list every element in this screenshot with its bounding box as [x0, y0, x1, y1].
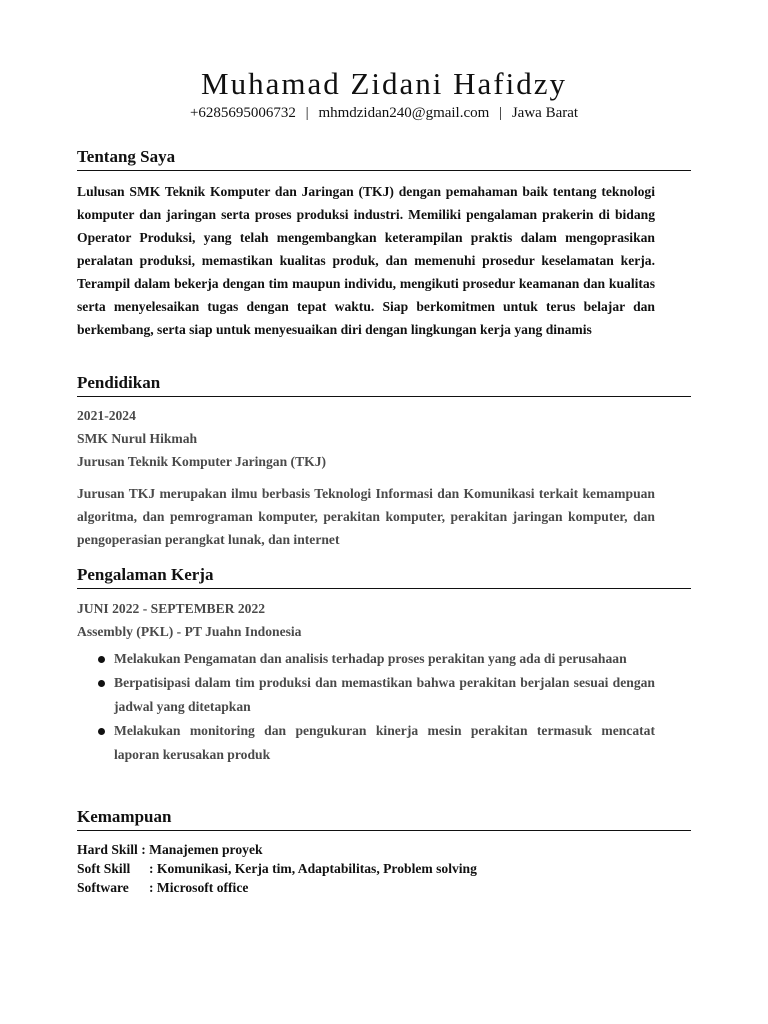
- hard-skill-value: Manajemen proyek: [149, 842, 263, 857]
- experience-period: JUNI 2022 - SEPTEMBER 2022: [77, 601, 266, 616]
- contact-separator: |: [305, 105, 309, 121]
- about-title: Tentang Saya: [77, 146, 691, 171]
- education-period: 2021-2024: [77, 408, 136, 423]
- soft-skill-row: [77, 859, 691, 878]
- experience-section: [77, 564, 691, 767]
- contact-line: [0, 103, 768, 123]
- email-address: mhmdzidan240@gmail.com: [318, 105, 490, 121]
- bullet-dot-icon: [98, 728, 105, 735]
- software-value: : Microsoft office: [149, 880, 249, 895]
- skills-title: Kemampuan: [77, 806, 691, 831]
- experience-bullet-text: Berpatisipasi dalam tim produksi dan memastikan bahwa perakitan berjalan sesuai dengan jadwal yang ditetapkan: [114, 675, 655, 714]
- software-label: Software: [77, 880, 129, 895]
- education-content: [77, 404, 691, 551]
- contact-separator: |: [499, 105, 503, 121]
- experience-bullet: [77, 647, 655, 671]
- experience-bullet-text: Melakukan Pengamatan dan analisis terhadap proses perakitan yang ada di perusahaan: [114, 651, 627, 666]
- hard-skill-label: Hard Skill :: [77, 842, 150, 857]
- experience-bullet-text: Melakukan monitoring dan pengukuran kinerja mesin perakitan termasuk mencatat laporan kerusakan produk: [114, 723, 655, 762]
- bullet-dot-icon: [98, 656, 105, 663]
- experience-title: Pengalaman Kerja: [77, 564, 691, 589]
- soft-skill-value: : Komunikasi, Kerja tim, Adaptabilitas, Problem solving: [149, 861, 477, 876]
- experience-bullet: [77, 719, 655, 767]
- skills-section: [77, 806, 691, 897]
- education-title: Pendidikan: [77, 372, 691, 397]
- experience-content: [77, 597, 691, 767]
- skills-table: [77, 840, 691, 897]
- hard-skill-row: [77, 840, 691, 859]
- about-text: Lulusan SMK Teknik Komputer dan Jaringan (TKJ) dengan pemahaman baik tentang teknologi komputer dan jaringan serta proses produksi industri. Memiliki pengalaman prakerin di bidang Operator Produksi, yang telah mengembangkan keterampilan praktis dalam mengoprasikan peralatan produksi, memastikan kualitas produk, dan memenuhi prosedur keselamatan kerja. Terampil dalam bekerja dengan tim maupun individu, mengikuti prosedur keamanan dan kualitas serta menyelesaikan tugas dengan tepat waktu. Siap berkomitmen untuk terus belajar dan berkembang, serta siap untuk menyesuaikan diri dengan lingkungan kerja yang dinamis: [77, 184, 655, 337]
- about-section: [77, 146, 691, 341]
- location: Jawa Barat: [511, 105, 579, 121]
- phone-number: +6285695006732: [189, 105, 296, 121]
- education-school: SMK Nurul Hikmah: [77, 431, 198, 446]
- resume-header: [0, 66, 768, 123]
- bullet-dot-icon: [98, 680, 105, 687]
- experience-bullet: [77, 671, 655, 719]
- soft-skill-label: Soft Skill: [77, 861, 131, 876]
- experience-role: Assembly (PKL) - PT Juahn Indonesia: [77, 624, 302, 639]
- experience-bullet-list: [77, 647, 655, 767]
- education-description: Jurusan TKJ merupakan ilmu berbasis Teknologi Informasi dan Komunikasi terkait kemampuan algoritma, dan pemrograman komputer, perakitan komputer, perakitan jaringan komputer, dan pengoperasian perangkat lunak, dan internet: [77, 486, 655, 547]
- education-section: [77, 372, 691, 551]
- software-row: [77, 878, 691, 897]
- education-major: Jurusan Teknik Komputer Jaringan (TKJ): [77, 454, 327, 469]
- candidate-name: Muhamad Zidani Hafidzy: [201, 66, 567, 101]
